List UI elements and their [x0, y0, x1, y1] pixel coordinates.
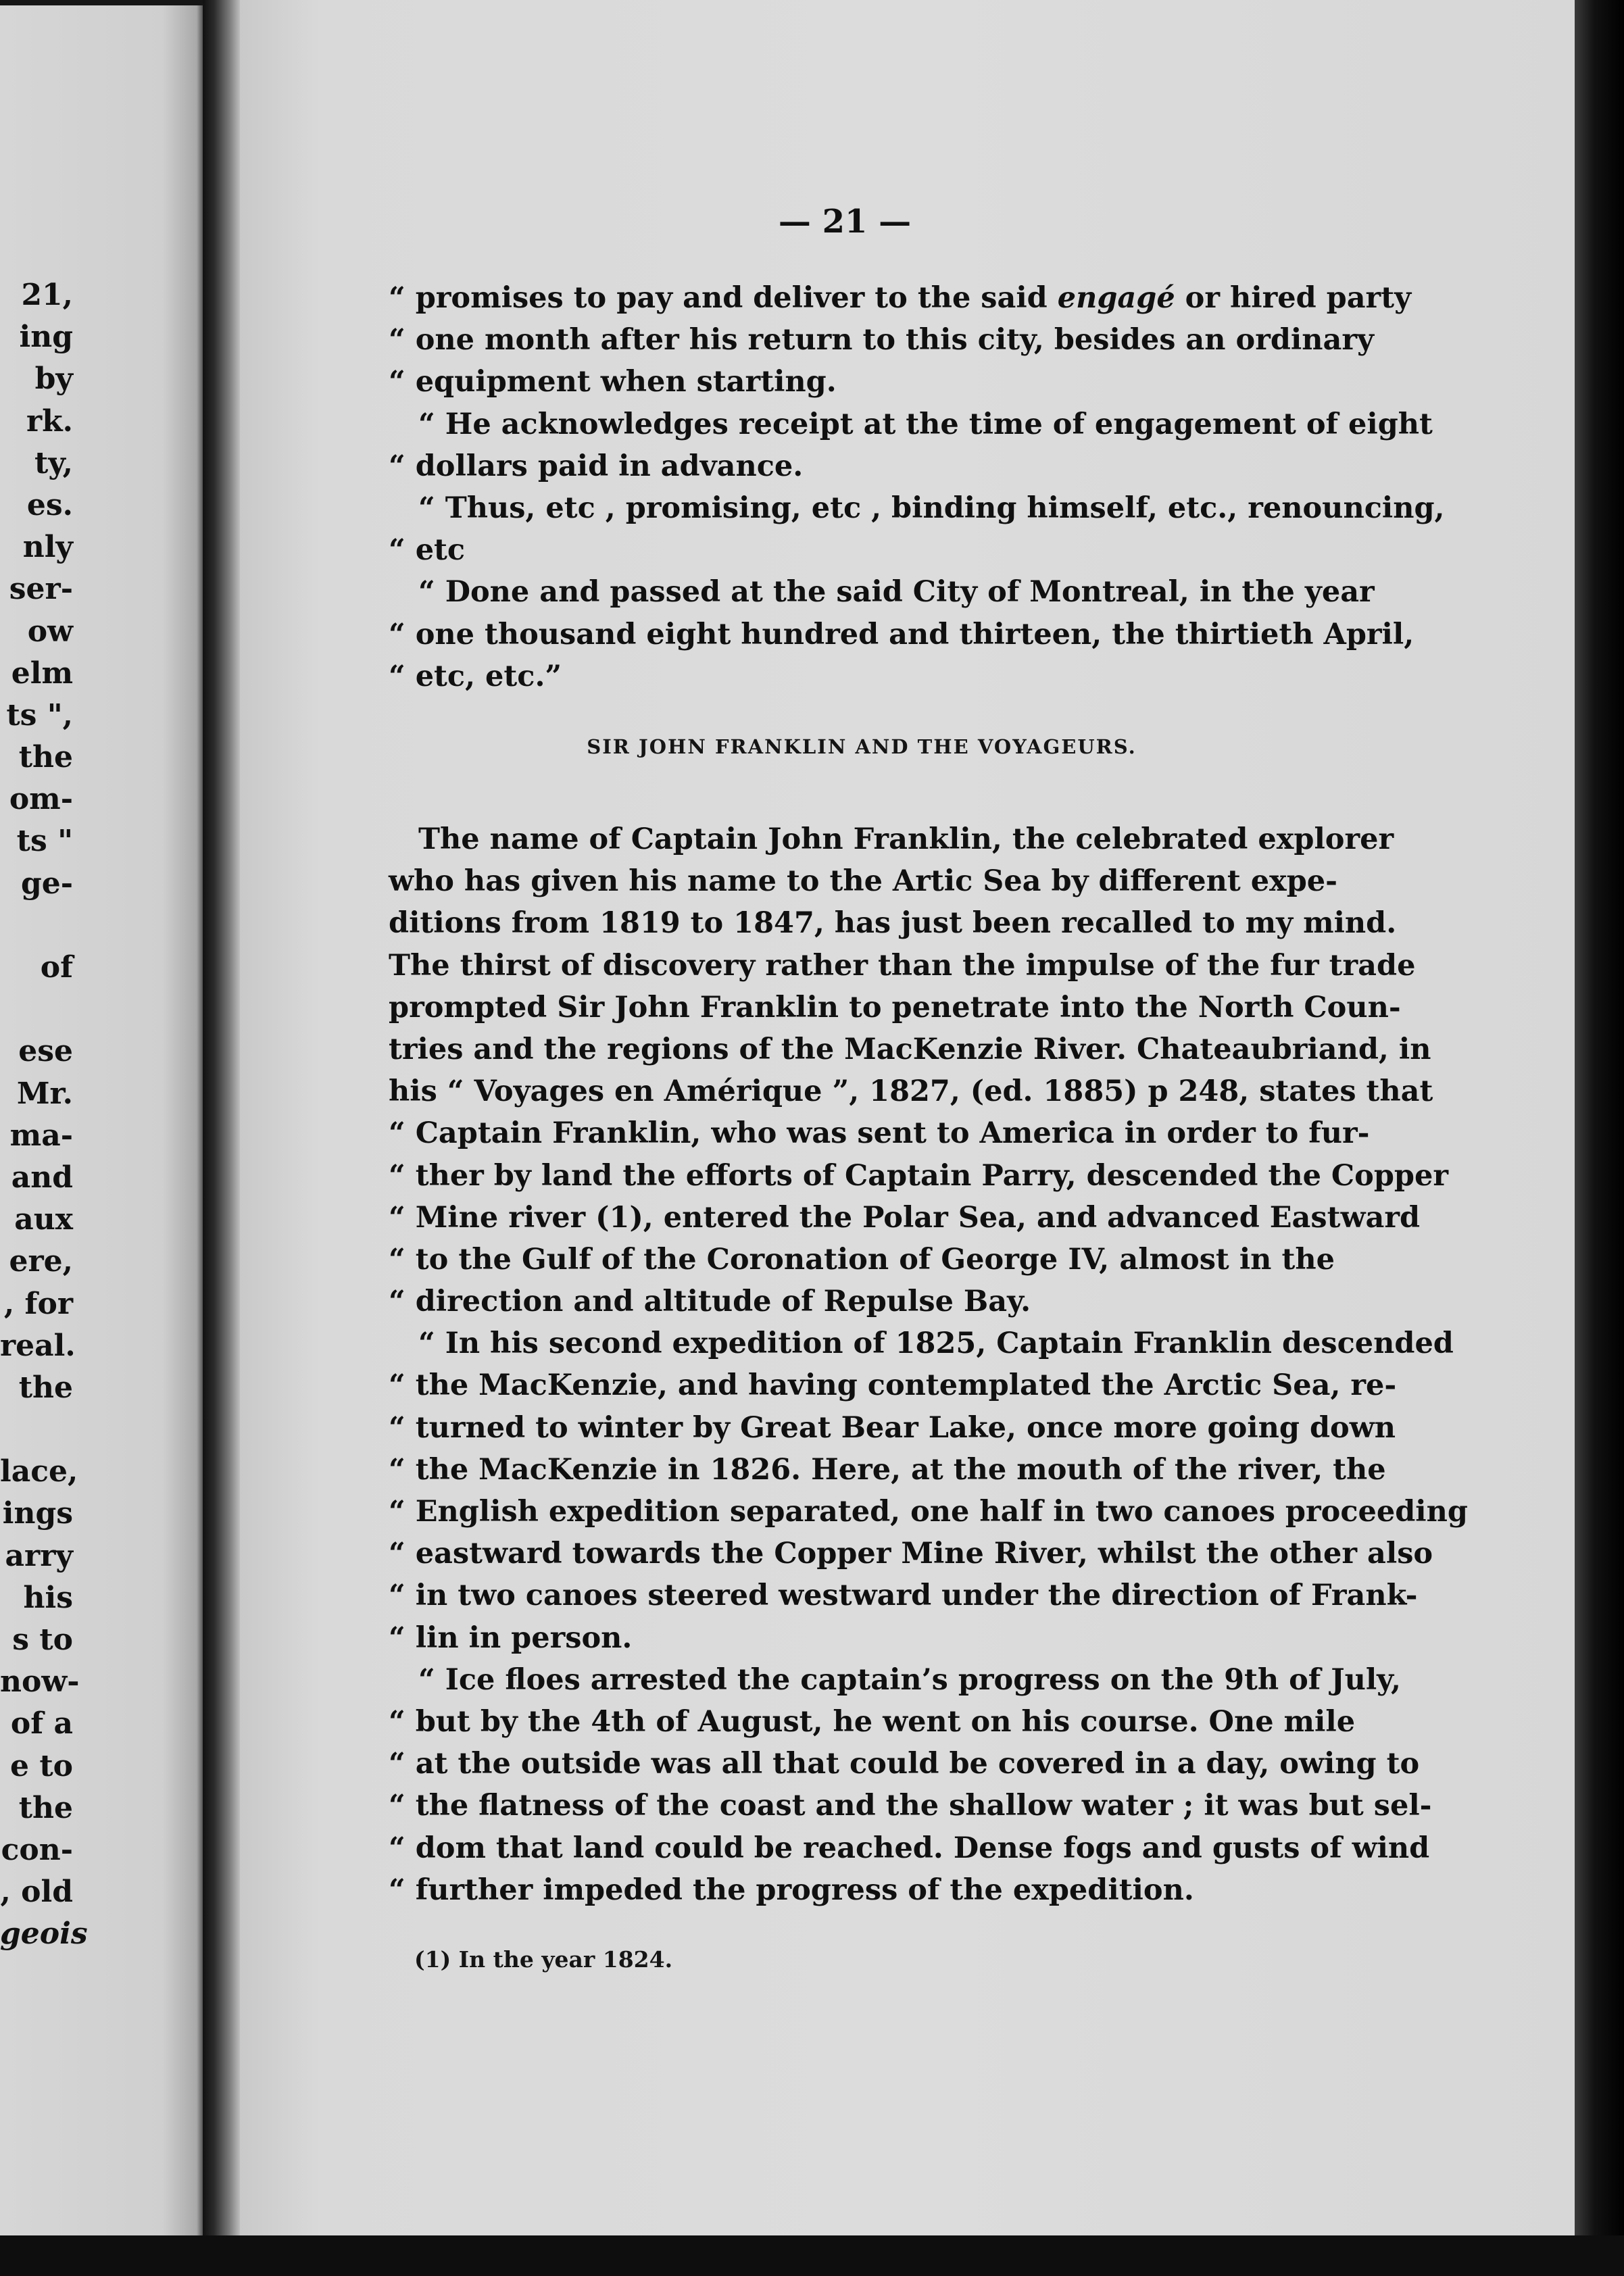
text-line: “ the MacKenzie in 1826. Here, at the mouth of the river, the	[389, 1452, 1386, 1487]
left-fragment: ma-	[9, 1118, 73, 1153]
text-line: “ Captain Franklin, who was sent to America in order to fur-	[389, 1116, 1370, 1151]
text-line: “ dom that land could be reached. Dense fogs and gusts of wind	[389, 1831, 1430, 1865]
left-fragment: and	[11, 1160, 73, 1195]
text-line: “ In his second expedition of 1825, Captain Franklin descended	[418, 1327, 1454, 1361]
text-line: “ further impeded the progress of the expedition.	[389, 1873, 1194, 1907]
left-fragment: Mr.	[16, 1076, 73, 1111]
text-line: “ one month after his return to this city, besides an ordinary	[389, 323, 1375, 357]
text-line: “ English expedition separated, one half in two canoes proceeding	[389, 1495, 1468, 1529]
left-fragment: con-	[1, 1832, 73, 1867]
text-line: tries and the regions of the MacKenzie River. Chateaubriand, in	[389, 1032, 1431, 1066]
left-page-text-fragments	[0, 274, 88, 1956]
left-fragment: ing	[19, 320, 73, 355]
left-fragment: the	[18, 1370, 73, 1405]
left-fragment: ty,	[34, 445, 73, 480]
left-fragment: real.	[0, 1328, 76, 1363]
book-gutter	[203, 0, 240, 2257]
text-line: “ etc	[389, 533, 466, 568]
text-line: “ one thousand eight hundred and thirteen, the thirtieth April,	[389, 617, 1414, 651]
text-line: “ the MacKenzie, and having contemplated the Arctic Sea, re-	[389, 1368, 1397, 1403]
left-fragment: nly	[22, 530, 73, 565]
left-fragment	[0, 905, 73, 947]
left-fragment: aux	[14, 1202, 73, 1237]
text-line: “ eastward towards the Copper Mine River, whilst the other also	[389, 1537, 1433, 1571]
left-fragment: by	[34, 362, 73, 397]
right-edge	[1575, 0, 1624, 2276]
text-line: “ turned to winter by Great Bear Lake, once more going down	[389, 1410, 1396, 1445]
left-fragment: elm	[11, 655, 73, 691]
text-line: “ lin in person.	[389, 1621, 633, 1655]
text-line: “ Mine river (1), entered the Polar Sea, and advanced Eastward	[389, 1200, 1421, 1235]
left-fragment: ow	[27, 614, 73, 649]
text-line: “ to the Gulf of the Coronation of George IV, almost in the	[389, 1242, 1335, 1277]
left-fragment: arry	[5, 1538, 73, 1573]
left-fragment: , for	[3, 1286, 73, 1321]
left-fragment: ts ",	[6, 697, 73, 733]
section-heading: SIR JOHN FRANKLIN AND THE VOYAGEURS.	[587, 735, 1137, 758]
text-line: “ in two canoes steered westward under the direction of Frank-	[389, 1579, 1418, 1613]
left-fragment: ese	[18, 1034, 73, 1069]
left-page	[0, 5, 203, 2235]
text-line: “ Done and passed at the said City of Montreal, in the year	[418, 575, 1375, 610]
left-fragment: lace,	[0, 1454, 78, 1489]
left-fragment: geois	[0, 1916, 88, 1952]
text-line: The name of Captain John Franklin, the celebrated explorer	[418, 822, 1394, 856]
text-line: “ at the outside was all that could be covered in a day, owing to	[389, 1747, 1420, 1781]
left-fragment	[0, 989, 73, 1031]
left-fragment: 21,	[21, 278, 73, 312]
left-fragment: now-	[0, 1664, 80, 1700]
text-line: “ equipment when starting.	[389, 365, 837, 399]
page-number: — 21 —	[778, 203, 912, 241]
left-fragment: of	[40, 950, 73, 985]
franklin-section-body	[389, 818, 1468, 1911]
text-line: prompted Sir John Franklin to penetrate into the North Coun-	[389, 990, 1401, 1024]
left-fragment: his	[23, 1580, 73, 1615]
left-fragment: ings	[2, 1496, 73, 1531]
text-line: “ He acknowledges receipt at the time of engagement of eight	[418, 407, 1433, 441]
left-fragment: the	[18, 1790, 73, 1825]
left-fragment: rk.	[26, 403, 73, 439]
text-line: “ promises to pay and deliver to the said engagé or hired party	[389, 281, 1412, 315]
left-fragment: , old	[0, 1875, 73, 1910]
text-line: his “ Voyages en Amérique ”, 1827, (ed. 1885) p 248, states that	[389, 1074, 1433, 1109]
left-fragment: e to	[10, 1748, 73, 1783]
left-fragment	[0, 1409, 73, 1451]
bottom-edge	[0, 2235, 1624, 2276]
text-line: “ dollars paid in advance.	[389, 449, 804, 483]
text-line: ditions from 1819 to 1847, has just been recalled to my mind.	[389, 906, 1397, 941]
text-line: “ but by the 4th of August, he went on his course. One mile	[389, 1704, 1356, 1739]
left-fragment: the	[18, 740, 73, 775]
contract-quote-block	[389, 277, 1445, 697]
text-line: “ direction and altitude of Repulse Bay.	[389, 1285, 1031, 1319]
left-fragment: ser-	[9, 572, 73, 607]
left-fragment: ge-	[20, 866, 73, 901]
text-line: “ Thus, etc , promising, etc , binding himself, etc., renouncing,	[418, 491, 1445, 525]
left-fragment: es.	[26, 487, 73, 522]
left-fragment: ts "	[16, 824, 73, 859]
text-line: The thirst of discovery rather than the impulse of the fur trade	[389, 948, 1416, 983]
left-fragment: s to	[12, 1623, 73, 1657]
left-fragment: of a	[10, 1706, 73, 1741]
text-line: “ ther by land the efforts of Captain Parry, descended the Copper	[389, 1158, 1448, 1193]
text-line: “ etc, etc.”	[389, 659, 562, 693]
left-fragment: om-	[9, 782, 73, 817]
text-line: “ Ice floes arrested the captain’s progress on the 9th of July,	[418, 1662, 1402, 1697]
text-line: “ the flatness of the coast and the shallow water ; it was but sel-	[389, 1789, 1432, 1823]
left-fragment: ere,	[9, 1244, 73, 1279]
text-line: who has given his name to the Artic Sea by different expe-	[389, 864, 1337, 899]
footnote: (1) In the year 1824.	[414, 1946, 673, 1973]
